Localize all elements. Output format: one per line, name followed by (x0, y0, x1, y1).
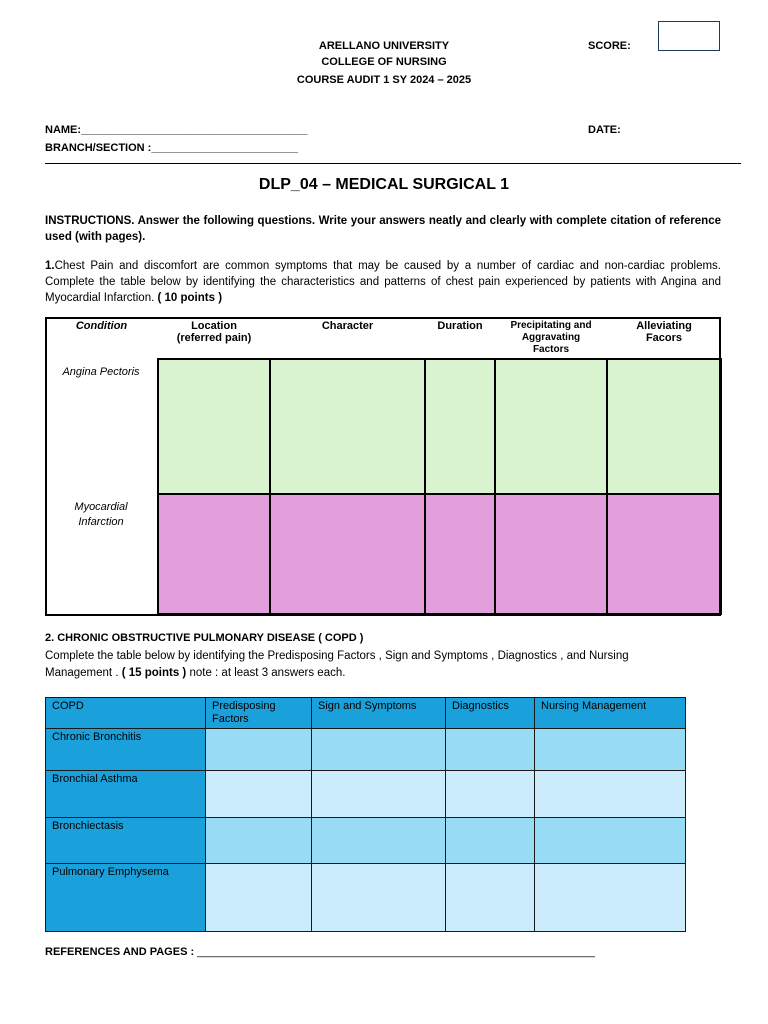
row-label-bronchial-asthma: Bronchial Asthma (46, 771, 206, 818)
col-location-label: Location (referred pain) (176, 320, 252, 344)
asthma-diagnostics-cell[interactable] (446, 771, 535, 818)
angina-precipitating-cell[interactable] (495, 359, 607, 494)
table-row (46, 818, 686, 864)
asthma-management-cell[interactable] (535, 771, 686, 818)
name-field[interactable]: _____________________________________ (81, 124, 308, 136)
name-row (45, 124, 307, 136)
table-header-row (46, 698, 686, 729)
emphysema-diagnostics-cell[interactable] (446, 864, 535, 932)
question-2-points: ( 15 points ) (121, 667, 187, 679)
mi-alleviating-cell[interactable] (607, 494, 721, 614)
table-header-row (45, 317, 721, 359)
row-label-mi-text: Myocardial Infarction (74, 501, 128, 528)
table-row (46, 729, 686, 771)
angina-alleviating-cell[interactable] (607, 359, 721, 494)
branch-field[interactable]: ________________________ (151, 142, 299, 154)
table-row (46, 864, 686, 932)
emphysema-signs-cell[interactable] (312, 864, 446, 932)
col-condition: Condition (75, 320, 128, 332)
course-title: COURSE AUDIT 1 SY 2024 – 2025 (296, 74, 472, 86)
references-label: REFERENCES AND PAGES : (45, 946, 195, 958)
question-2-text: Complete the table below by identifying the Predisposing Factors , Sign and Symptoms , Diagnostics , and Nursing Management . (45, 650, 629, 679)
branch-label: BRANCH/SECTION : (45, 142, 152, 154)
angina-location-cell[interactable] (158, 359, 270, 494)
table-row (45, 494, 721, 614)
row-label-chronic-bronchitis: Chronic Bronchitis (46, 729, 206, 771)
copd-table (45, 697, 686, 932)
question-1 (45, 258, 721, 306)
angina-character-cell[interactable] (270, 359, 425, 494)
asthma-signs-cell[interactable] (312, 771, 446, 818)
angina-duration-cell[interactable] (425, 359, 495, 494)
university-name: ARELLANO UNIVERSITY (318, 40, 450, 52)
divider (45, 163, 741, 164)
row-label-angina: Angina Pectoris (62, 366, 140, 378)
bronchitis-diagnostics-cell[interactable] (446, 729, 535, 771)
page-title: DLP_04 – MEDICAL SURGICAL 1 (258, 176, 510, 193)
col-duration: Duration (437, 320, 483, 332)
date-label: DATE: (588, 124, 621, 136)
emphysema-predisposing-cell[interactable] (206, 864, 312, 932)
table-row (45, 359, 721, 494)
branch-row (45, 142, 298, 154)
chest-pain-table (45, 317, 722, 615)
question-1-text: Chest Pain and discomfort are common symptoms that may be caused by a number of cardiac and non-cardiac problems. Complete the table below by identifying the characteristics and patterns of chest pain experienced by patients with Angina and Myocardial Infarction. (45, 260, 721, 304)
col-character: Character (321, 320, 374, 332)
name-label: NAME: (45, 124, 82, 136)
row-label-pulmonary-emphysema: Pulmonary Emphysema (46, 864, 206, 932)
mi-character-cell[interactable] (270, 494, 425, 614)
col-signs: Sign and Symptoms (312, 698, 446, 729)
bronchitis-signs-cell[interactable] (312, 729, 446, 771)
college-name: COLLEGE OF NURSING (321, 56, 447, 68)
mi-location-cell[interactable] (158, 494, 270, 614)
bronchiectasis-predisposing-cell[interactable] (206, 818, 312, 864)
question-2-heading: 2. CHRONIC OBSTRUCTIVE PULMONARY DISEASE ( COPD ) (45, 632, 364, 644)
question-1-points: ( 10 points ) (157, 292, 223, 304)
table-row (46, 771, 686, 818)
references-field[interactable]: _________________________________________________________________ (197, 946, 595, 958)
row-label-mi (45, 494, 158, 614)
bronchiectasis-diagnostics-cell[interactable] (446, 818, 535, 864)
mi-precipitating-cell[interactable] (495, 494, 607, 614)
col-location (158, 317, 270, 359)
bronchiectasis-signs-cell[interactable] (312, 818, 446, 864)
bronchitis-management-cell[interactable] (535, 729, 686, 771)
col-predisposing: Predisposing Factors (206, 698, 312, 729)
col-alleviating-label: Alleviating Facors (636, 320, 692, 344)
emphysema-management-cell[interactable] (535, 864, 686, 932)
mi-duration-cell[interactable] (425, 494, 495, 614)
bronchiectasis-management-cell[interactable] (535, 818, 686, 864)
instructions: INSTRUCTIONS. Answer the following questions. Write your answers neatly and clearly with complete citation of reference used (with pages). (45, 215, 721, 243)
question-1-number: 1. (45, 260, 55, 272)
asthma-predisposing-cell[interactable] (206, 771, 312, 818)
col-diagnostics: Diagnostics (446, 698, 535, 729)
col-precipitating-label: Precipitating and Aggravating Factors (510, 320, 592, 355)
question-2 (45, 648, 695, 682)
row-label-bronchiectasis: Bronchiectasis (46, 818, 206, 864)
bronchitis-predisposing-cell[interactable] (206, 729, 312, 771)
col-nursing-management: Nursing Management (535, 698, 686, 729)
col-precipitating (495, 317, 607, 359)
references-row (45, 946, 595, 958)
col-alleviating (607, 317, 721, 359)
score-box[interactable] (658, 21, 720, 51)
col-copd: COPD (46, 698, 206, 729)
score-label: SCORE: (588, 40, 631, 52)
question-2-note: note : at least 3 answers each. (189, 667, 346, 679)
